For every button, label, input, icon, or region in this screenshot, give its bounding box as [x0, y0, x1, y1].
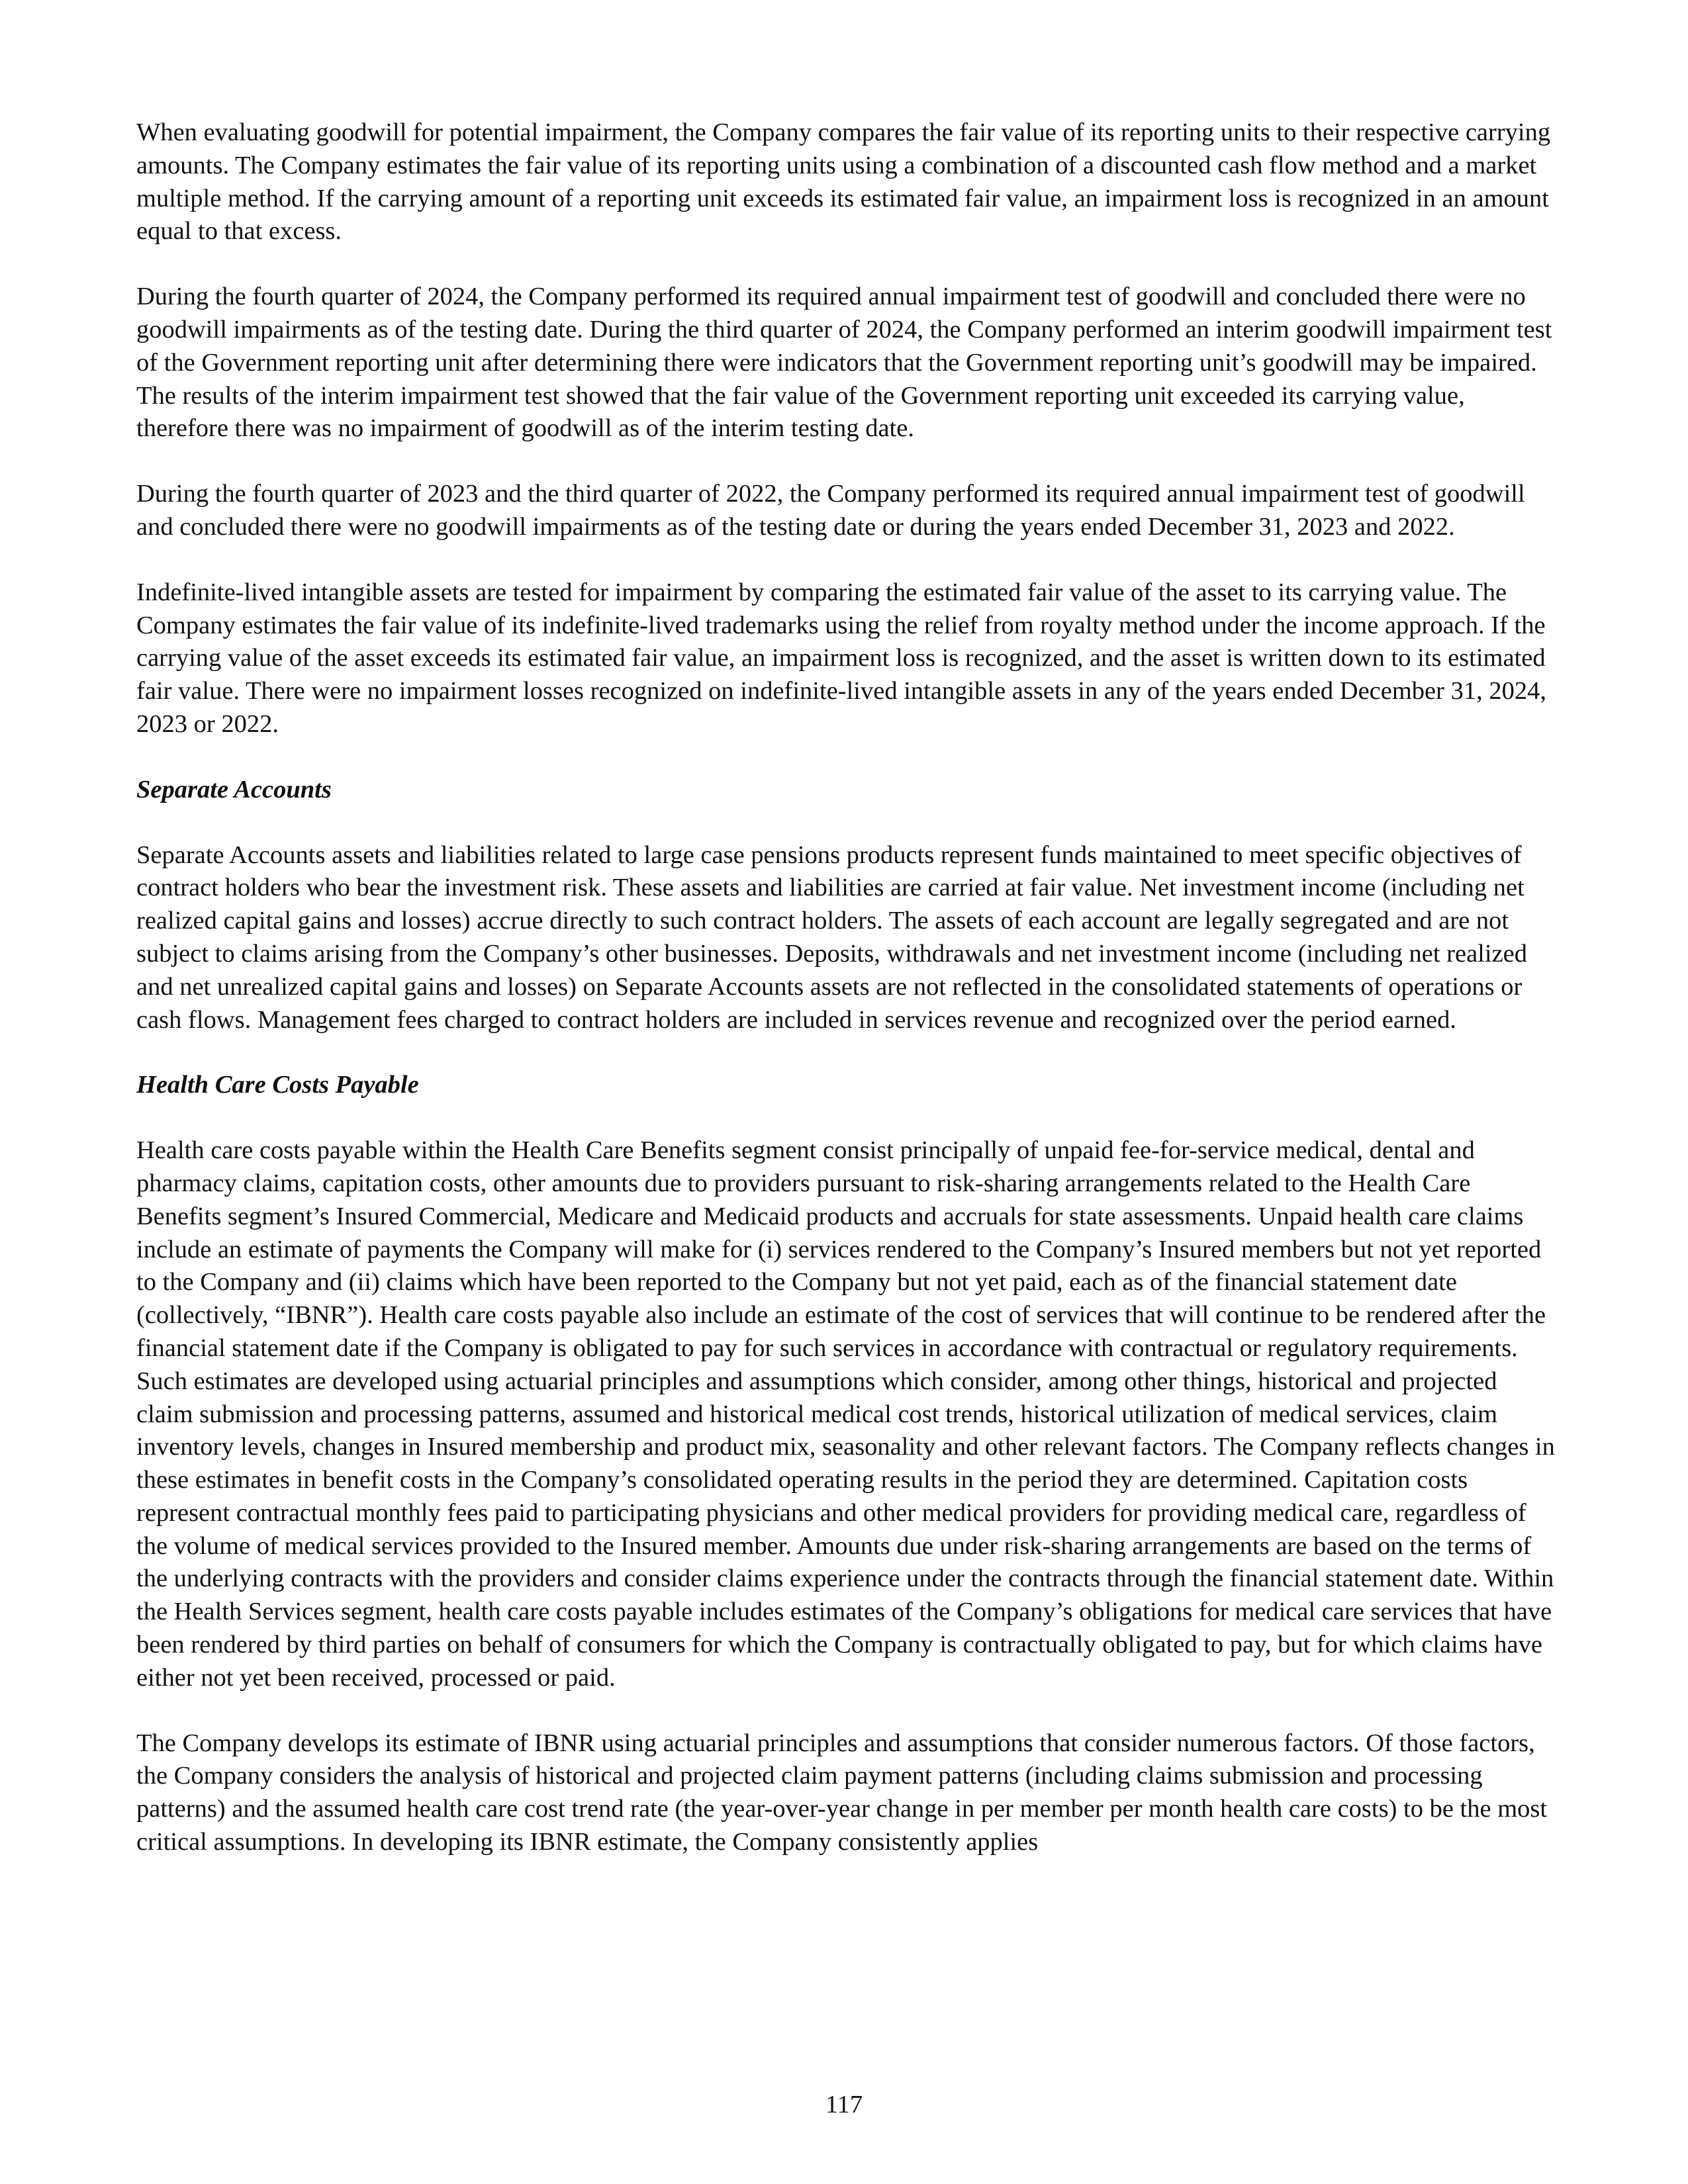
ibnr-estimate-paragraph: The Company develops its estimate of IBNR using actuarial principles and assumptions that consider numerous factors. Of those factors, the Company considers the analysis of historical and projected claim payment patterns (including claims submission and processing patterns) and the assumed health care cost trend rate (the year-over-year change in per member per month health care costs) to be the most critical assumptions. In developing its IBNR estimate, the Company consistently applies	[136, 1729, 1548, 1856]
goodwill-2024-paragraph: During the fourth quarter of 2024, the Company performed its required annual impairment test of goodwill and concluded there were no goodwill impairments as of the testing date. During the third quarter of 2024, the Company performed an interim goodwill impairment test of the Government reporting unit after determining there were indicators that the Government reporting unit’s goodwill may be impaired. The results of the interim impairment test showed that the fair value of the Government reporting unit exceeded its carrying value, therefore there was no impairment of goodwill as of the interim testing date.	[136, 283, 1552, 443]
separate-accounts-heading: Separate Accounts	[136, 775, 332, 803]
health-care-costs-heading: Health Care Costs Payable	[136, 1071, 419, 1099]
page-number: 117	[825, 2091, 863, 2118]
goodwill-impairment-paragraph: When evaluating goodwill for potential impairment, the Company compares the fair value of its reporting units to their respective carrying amounts. The Company estimates the fair value of its reporting units using a combination of a discounted cash flow method and a market multiple method. If the carrying amount of a reporting unit exceeds its estimated fair value, an impairment loss is recognized in an amount equal to that excess.	[136, 118, 1551, 246]
separate-accounts-paragraph: Separate Accounts assets and liabilities related to large case pensions products represent funds maintained to meet specific objectives of contract holders who bear the investment risk. These assets and liabilities are carried at fair value. Net investment income (including net realized capital gains and losses) accrue directly to such contract holders. The assets of each account are legally segregated and are not subject to claims arising from the Company’s other businesses. Deposits, withdrawals and net investment income (including net realized and net unrealized capital gains and losses) on Separate Accounts assets are not reflected in the consolidated statements of operations or cash flows. Management fees charged to contract holders are included in services revenue and recognized over the period earned.	[136, 841, 1527, 1034]
goodwill-2023-2022-paragraph: During the fourth quarter of 2023 and the third quarter of 2022, the Company performed its required annual impairment test of goodwill and concluded there were no goodwill impairments as of the testing date or during the years ended December 31, 2023 and 2022.	[136, 480, 1525, 541]
document-page	[136, 116, 1560, 1891]
health-care-costs-paragraph: Health care costs payable within the Health Care Benefits segment consist principally of unpaid fee-for-service medical, dental and pharmacy claims, capitation costs, other amounts due to providers pursuant to risk-sharing arrangements related to the Health Care Benefits segment’s Insured Commercial, Medicare and Medicaid products and accruals for state assessments. Unpaid health care claims include an estimate of payments the Company will make for (i) services rendered to the Company’s Insured members but not yet reported to the Company and (ii) claims which have been reported to the Company but not yet paid, each as of the financial statement date (collectively, “IBNR”). Health care costs payable also include an estimate of the cost of services that will continue to be rendered after the financial statement date if the Company is obligated to pay for such services in accordance with contractual or regulatory requirements. Such estimates are developed using actuarial principles and assumptions which consider, among other things, historical and projected claim submission and processing patterns, assumed and historical medical cost trends, historical utilization of medical services, claim inventory levels, changes in Insured membership and product mix, seasonality and other relevant factors. The Company reflects changes in these estimates in benefit costs in the Company’s consolidated operating results in the period they are determined. Capitation costs represent contractual monthly fees paid to participating physicians and other medical providers for providing medical care, regardless of the volume of medical services provided to the Insured member. Amounts due under risk-sharing arrangements are based on the terms of the underlying contracts with the providers and consider claims experience under the contracts through the financial statement date. Within the Health Services segment, health care costs payable includes estimates of the Company’s obligations for medical care services that have been rendered by third parties on behalf of consumers for which the Company is contractually obligated to pay, but for which claims have either not yet been received, processed or paid.	[136, 1136, 1555, 1692]
indefinite-lived-assets-paragraph: Indefinite-lived intangible assets are tested for impairment by comparing the estimated fair value of the asset to its carrying value. The Company estimates the fair value of its indefinite-lived trademarks using the relief from royalty method under the income approach. If the carrying value of the asset exceeds its estimated fair value, an impairment loss is recognized, and the asset is written down to its estimated fair value. There were no impairment losses recognized on indefinite-lived intangible assets in any of the years ended December 31, 2024, 2023 or 2022.	[136, 578, 1546, 738]
